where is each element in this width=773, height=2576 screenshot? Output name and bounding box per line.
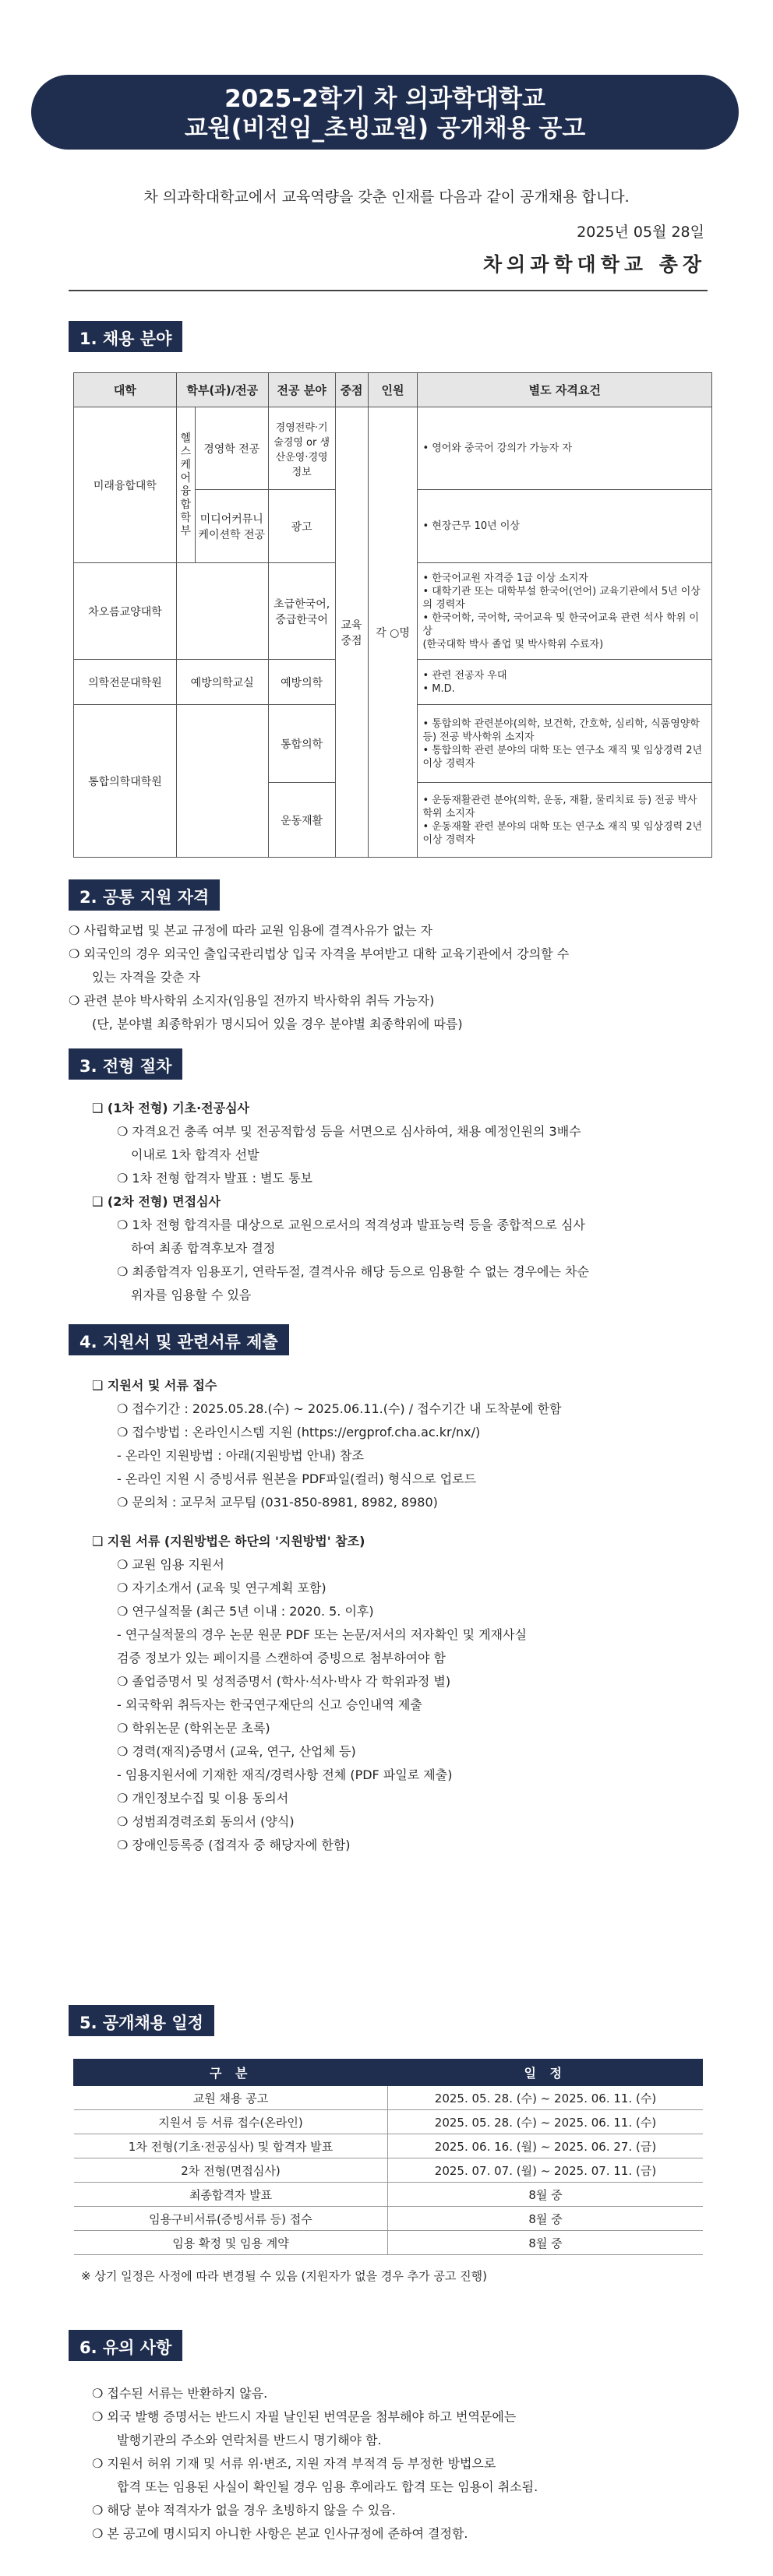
section-heading-6: 6. 유의 사항 xyxy=(69,2330,182,2361)
field-cell: 경영전략·기술경영 or 생산운영·경영정보 xyxy=(268,407,335,490)
s4-content xyxy=(69,1374,715,1857)
list-item: 있는 자격을 갖춘 자 xyxy=(92,970,200,985)
req-line: • 한국어학, 국어학, 국어교육 및 한국어교육 관련 석사 학위 이상 xyxy=(422,611,699,637)
field-cell: 광고 xyxy=(268,490,335,563)
college-cell: 통합의학대학원 xyxy=(74,705,177,858)
req-line: • 현장근무 10년 이상 xyxy=(422,520,520,532)
section-heading-2: 2. 공통 지원 자격 xyxy=(69,879,220,911)
list-item: - 온라인 지원 시 증빙서류 원본을 PDF파일(컬러) 형식으로 업로드 xyxy=(117,1471,477,1486)
college-cell: 차오름교양대학 xyxy=(74,563,177,660)
list-item: ❍ 교원 임용 지원서 xyxy=(117,1557,224,1572)
list-item: ❍ 경력(재직)증명서 (교육, 연구, 산업체 등) xyxy=(117,1744,356,1759)
schedule-date: 2025. 05. 28. (수) ~ 2025. 06. 11. (수) xyxy=(388,2110,703,2134)
list-item: ❍ 문의처 : 교무처 교무팀 (031-850-8981, 8982, 8980) xyxy=(117,1495,438,1510)
schedule-item: 교원 채용 공고 xyxy=(74,2086,388,2110)
header-cell: 구 분 xyxy=(74,2060,388,2086)
req-line: • 통합의학 관련 분야의 대학 또는 연구소 재직 및 임상경력 2년 이상 경력자 xyxy=(422,744,703,770)
list-item: ❍ 장애인등록증 (접격자 중 해당자에 한함) xyxy=(117,1838,351,1852)
section-heading-3: 3. 전형 절차 xyxy=(69,1048,182,1080)
list-item: ❍ 접수기간 : 2025.05.28.(수) ~ 2025.06.11.(수) / 접수기간 내 도착분에 한함 xyxy=(117,1401,562,1416)
count-cell: 각 ○명 xyxy=(368,407,418,858)
table-row xyxy=(74,2110,703,2134)
req-line: • 운동재활관련 분야(의학, 운동, 재활, 물리치료 등) 전공 박사학위 소지자 xyxy=(422,794,697,819)
section-heading-1: 1. 채용 분야 xyxy=(69,321,182,352)
header-cell: 대학 xyxy=(74,373,177,407)
header-cell: 중점 xyxy=(335,373,368,407)
list-item: ❍ 외국 발행 증명서는 반드시 자필 날인된 번역문을 첨부해야 하고 번역문에는 xyxy=(92,2409,517,2424)
req-line: • 관련 전공자 우대 xyxy=(422,669,507,682)
req-cell xyxy=(418,563,712,660)
schedule-item: 지원서 등 서류 접수(온라인) xyxy=(74,2110,388,2134)
schedule-date: 8월 중 xyxy=(388,2207,703,2231)
header-cell: 전공 분야 xyxy=(268,373,335,407)
list-item: ❍ 자기소개서 (교육 및 연구계획 포함) xyxy=(117,1580,326,1595)
schedule-item: 임용 확정 및 임용 계약 xyxy=(74,2231,388,2255)
list-item: ❍ 성범죄경력조회 동의서 (양식) xyxy=(117,1814,295,1829)
list-item: ❍ 1차 전형 합격자 발표 : 별도 통보 xyxy=(117,1171,312,1186)
list-item: ❍ 졸업증명서 및 성적증명서 (학사·석사·박사 각 학위과정 별) xyxy=(117,1674,451,1689)
list-item: (단, 분야별 최종학위가 명시되어 있을 경우 분야별 최종학위에 따름) xyxy=(92,1017,463,1031)
list-item: - 온라인 지원방법 : 아래(지원방법 안내) 참조 xyxy=(117,1448,364,1463)
schedule-item: 2차 전형(면접심사) xyxy=(74,2158,388,2183)
schedule-table xyxy=(73,2059,703,2255)
schedule-date: 2025. 07. 07. (월) ~ 2025. 07. 11. (금) xyxy=(388,2158,703,2183)
req-line: • 영어와 중국어 강의가 가능자 자 xyxy=(422,442,573,454)
documents-title: ❑ 지원 서류 (지원방법은 하단의 '지원방법' 참조) xyxy=(92,1534,365,1549)
dept-vertical-cell xyxy=(176,407,195,563)
major-cell: 미디어커뮤니케이션학 전공 xyxy=(195,490,268,563)
req-cell xyxy=(418,660,712,705)
req-line: • 통합의학 관련분야(의학, 보건학, 간호학, 심리학, 식품영양학 등) 전공 박사학위 소지자 xyxy=(422,717,700,743)
list-item: ❍ 접수방법 : 온라인시스템 지원 (https://ergprof.cha.ac.kr/nx/) xyxy=(117,1425,481,1440)
field-cell: 통합의학 xyxy=(268,705,335,783)
table-row xyxy=(74,2086,703,2110)
table-row xyxy=(74,2158,703,2183)
list-item: 이내로 1차 합격자 선발 xyxy=(131,1147,259,1162)
req-cell xyxy=(418,407,712,490)
table-header-row xyxy=(74,373,712,407)
req-cell xyxy=(418,490,712,563)
spacer xyxy=(69,1514,715,1530)
dept-vertical-label: 헬스케어융합학부 xyxy=(180,432,192,537)
req-line: (한국대학 박사 졸업 및 박사학위 수료자) xyxy=(422,638,604,650)
schedule-date: 8월 중 xyxy=(388,2183,703,2207)
step2-title: ❑ (2차 전형) 면접심사 xyxy=(92,1194,221,1209)
title-line-2: 교원(비전임_초빙교원) 공개채용 공고 xyxy=(184,115,586,143)
section-heading-4: 4. 지원서 및 관련서류 제출 xyxy=(69,1324,289,1355)
section-heading-5: 5. 공개채용 일정 xyxy=(69,2005,214,2036)
schedule-item: 1차 전형(기초·전공심사) 및 합격자 발표 xyxy=(74,2134,388,2158)
list-item: ❍ 해당 분야 적격자가 없을 경우 초빙하지 않을 수 있음. xyxy=(92,2503,396,2518)
announcement-date: 2025년 05월 28일 xyxy=(577,224,704,241)
list-item: ❍ 1차 전형 합격자를 대상으로 교원으로서의 적격성과 발표능력 등을 종합적으로 심사 xyxy=(117,1218,585,1232)
table-row xyxy=(74,2134,703,2158)
focus-cell: 교육중점 xyxy=(335,407,368,858)
req-line: • 대학기관 또는 대학부설 한국어(언어) 교육기관에서 5년 이상의 경력자 xyxy=(422,585,701,611)
college-cell: 의학전문대학원 xyxy=(74,660,177,705)
list-item: 위자를 임용할 수 있음 xyxy=(131,1288,252,1302)
list-item: ❍ 개인정보수집 및 이용 동의서 xyxy=(117,1791,289,1806)
college-cell: 미래융합대학 xyxy=(74,407,177,563)
title-banner xyxy=(31,75,739,150)
list-item: - 연구실적물의 경우 논문 원문 PDF 또는 논문/저서의 저자확인 및 게재사실 xyxy=(117,1627,527,1642)
req-cell xyxy=(418,783,712,858)
list-item: ❍ 최종합격자 임용포기, 연락두절, 결격사유 해당 등으로 임용할 수 없는 경우에는 차순 xyxy=(117,1264,589,1279)
table-row xyxy=(74,2231,703,2255)
header-cell: 학부(과)/전공 xyxy=(176,373,268,407)
schedule-date: 8월 중 xyxy=(388,2231,703,2255)
schedule-item: 최종합격자 발표 xyxy=(74,2183,388,2207)
list-item: ❍ 접수된 서류는 반환하지 않음. xyxy=(92,2386,268,2401)
schedule-item: 임용구비서류(증빙서류 등) 접수 xyxy=(74,2207,388,2231)
schedule-date: 2025. 05. 28. (수) ~ 2025. 06. 11. (수) xyxy=(388,2086,703,2110)
intro-text: 차 의과학대학교에서 교육역량을 갖춘 인재를 다음과 같이 공개채용 합니다. xyxy=(143,189,630,206)
major-cell: 경영학 전공 xyxy=(195,407,268,490)
step1-title: ❑ (1차 전형) 기초·전공심사 xyxy=(92,1101,249,1115)
list-item: ❍ 자격요건 충족 여부 및 전공적합성 등을 서면으로 심사하여, 채용 예정인원의 3배수 xyxy=(117,1124,581,1139)
submit-title: ❑ 지원서 및 서류 접수 xyxy=(92,1378,217,1393)
recruit-area-table xyxy=(73,372,712,858)
req-line: • 한국어교원 자격증 1급 이상 소지자 xyxy=(422,572,588,584)
list-item: 하여 최종 합격후보자 결정 xyxy=(131,1241,276,1256)
req-cell xyxy=(418,705,712,783)
header-cell: 인원 xyxy=(368,373,418,407)
dept-cell xyxy=(176,563,268,660)
signature: 차의과학대학교 총장 xyxy=(482,253,706,276)
list-item: ❍ 학위논문 (학위논문 초록) xyxy=(117,1721,270,1736)
list-item: ❍ 외국인의 경우 외국인 출입국관리법상 입국 자격을 부여받고 대학 교육기관에서 강의할 수 xyxy=(69,946,570,961)
divider xyxy=(69,290,708,291)
list-item: ❍ 연구실적물 (최근 5년 이내 : 2020. 5. 이후) xyxy=(117,1604,374,1619)
table-row xyxy=(74,2183,703,2207)
dept-cell xyxy=(176,705,268,858)
req-line: • M.D. xyxy=(422,682,455,695)
list-item: ❍ 지원서 허위 기재 및 서류 위·변조, 지원 자격 부적격 등 부정한 방법으로 xyxy=(92,2456,496,2471)
list-item: - 외국학위 취득자는 한국연구재단의 신고 승인내역 제출 xyxy=(117,1697,422,1712)
schedule-date: 2025. 06. 16. (월) ~ 2025. 06. 27. (금) xyxy=(388,2134,703,2158)
schedule-note: ※ 상기 일정은 사정에 따라 변경될 수 있음 (지원자가 없을 경우 추가 공고 진행) xyxy=(81,2269,487,2283)
header-cell: 일 정 xyxy=(388,2060,703,2086)
table-row xyxy=(74,2207,703,2231)
req-line: • 운동재활 관련 분야의 대학 또는 연구소 재직 및 임상경력 2년 이상 경력자 xyxy=(422,820,703,846)
title-line-1: 2025-2학기 차 의과학대학교 xyxy=(224,85,545,113)
list-item: 발행기관의 주소와 연락처를 반드시 명기해야 함. xyxy=(117,2433,382,2447)
table-row xyxy=(74,407,712,490)
list-item: ❍ 본 공고에 명시되지 아니한 사항은 본교 인사규정에 준하여 결정함. xyxy=(92,2526,468,2541)
list-item: - 임용지원서에 기재한 재직/경력사항 전체 (PDF 파일로 제출) xyxy=(117,1767,453,1782)
list-item: 합격 또는 임용된 사실이 확인될 경우 임용 후에라도 합격 또는 임용이 취소됨. xyxy=(117,2479,538,2494)
s2-list xyxy=(69,919,715,1036)
list-item: 검증 정보가 있는 페이지를 스캔하여 증빙으로 첨부하여야 함 xyxy=(117,1651,447,1665)
field-cell: 예방의학 xyxy=(268,660,335,705)
s3-content xyxy=(69,1097,715,1307)
s6-list xyxy=(69,2382,715,2546)
table-header-row xyxy=(74,2060,703,2086)
field-cell: 운동재활 xyxy=(268,783,335,858)
dept-cell: 예방의학교실 xyxy=(176,660,268,705)
list-item: ❍ 관련 분야 박사학위 소지자(임용일 전까지 박사학위 취득 가능자) xyxy=(69,993,435,1008)
field-cell: 초급한국어, 중급한국어 xyxy=(268,563,335,660)
list-item: ❍ 사립학교법 및 본교 규정에 따라 교원 임용에 결격사유가 없는 자 xyxy=(69,923,433,938)
header-cell: 별도 자격요건 xyxy=(418,373,712,407)
